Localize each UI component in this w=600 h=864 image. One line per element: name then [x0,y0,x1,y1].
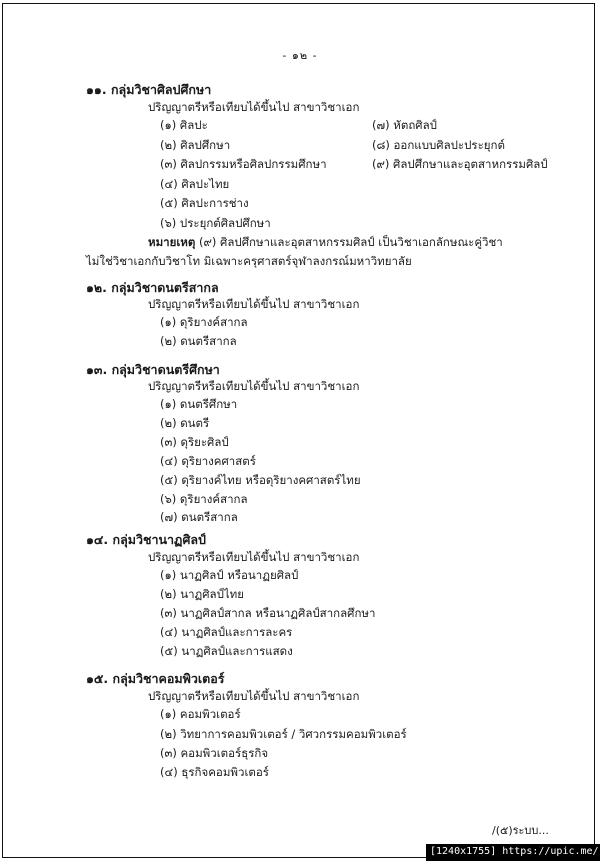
list-item: (๕) ดุริยางค์ไทย หรือดุริยางคศาสตร์ไทย [160,473,361,487]
list-item: (๑) คอมพิวเตอร์ [160,707,241,721]
section-heading-dramatic-arts: ๑๔. กลุ่มวิชานาฏศิลป์ [86,532,206,547]
list-item: (๗) หัตถศิลป์ [372,118,437,132]
list-item: (๔) ธุรกิจคอมพิวเตอร์ [160,765,269,779]
note-label: หมายเหตุ [148,235,196,249]
list-item: (๒) วิทยาการคอมพิวเตอร์ / วิศวกรรมคอมพิวเตอร์ [160,727,407,741]
page-number: - ๑๒ - [282,49,318,62]
list-item: (๔) ศิลปะไทย [160,177,230,191]
list-item: (๖) ดุริยางค์สากล [160,492,248,506]
image-watermark: [1240x1755] https://upic.me/ [426,844,600,861]
section-heading-art-education: ๑๑. กลุ่มวิชาศิลปศึกษา [86,82,212,97]
list-item: (๑) ดุริยางค์สากล [160,315,248,329]
list-item: (๕) ศิลปะการช่าง [160,196,249,210]
list-item: (๖) ประยุกต์ศิลปศึกษา [160,216,271,230]
list-item: (๒) ดนตรีสากล [160,334,237,348]
continuation-marker: /(๕)ระบบ... [492,824,549,837]
list-item: (๒) ดนตรี [160,416,210,430]
list-item: (๓) นาฏศิลป์สากล หรือนาฏศิลป์สากลศึกษา [160,606,376,620]
section-heading-computer: ๑๕. กลุ่มวิชาคอมพิวเตอร์ [86,671,225,686]
list-item: (๘) ออกแบบศิลปะประยุกต์ [372,138,505,152]
list-item: (๒) นาฏศิลป์ไทย [160,587,244,601]
section-sub-dramatic-arts: ปริญญาตรีหรือเทียบได้ขึ้นไป สาขาวิชาเอก [148,550,360,564]
list-item: (๒) ศิลปศึกษา [160,138,231,152]
note-text: (๙) ศิลปศึกษาและอุตสาหกรรมศิลป์ เป็นวิชาเอกลักษณะคู่วิชา [195,235,503,249]
list-item: (๔) นาฏศิลป์และการละคร [160,625,293,639]
section-sub-music-education: ปริญญาตรีหรือเทียบได้ขึ้นไป สาขาวิชาเอก [148,379,360,393]
list-item: (๑) ดนตรีศึกษา [160,397,238,411]
note-line-2: ไม่ใช่วิชาเอกกับวิชาโท มิเฉพาะครุศาสตร์จุฬาลงกรณ์มหาวิทยาลัย [86,254,412,268]
list-item: (๑) นาฏศิลป์ หรือนาฏยศิลป์ [160,568,299,582]
list-item: (๙) ศิลปศึกษาและอุตสาหกรรมศิลป์ [372,157,548,171]
list-item: (๗) ดนตรีสากล [160,510,238,524]
section-heading-music-education: ๑๓. กลุ่มวิชาดนตรีศึกษา [86,362,220,377]
list-item: (๓) คอมพิวเตอร์ธุรกิจ [160,746,269,760]
list-item: (๔) ดุริยางคศาสตร์ [160,454,256,468]
section-sub-computer: ปริญญาตรีหรือเทียบได้ขึ้นไป สาขาวิชาเอก [148,689,360,703]
note-line-1 [148,234,503,252]
section-sub-art-education: ปริญญาตรีหรือเทียบได้ขึ้นไป สาขาวิชาเอก [148,100,360,114]
list-item: (๓) ดุริยะศิลป์ [160,435,229,449]
list-item: (๑) ศิลปะ [160,118,208,132]
section-sub-international-music: ปริญญาตรีหรือเทียบได้ขึ้นไป สาขาวิชาเอก [148,297,360,311]
list-item: (๕) นาฏศิลป์และการแสดง [160,644,293,658]
section-heading-international-music: ๑๒. กลุ่มวิชาดนตรีสากล [86,280,219,295]
list-item: (๓) ศิลปกรรมหรือศิลปกรรมศึกษา [160,157,327,171]
